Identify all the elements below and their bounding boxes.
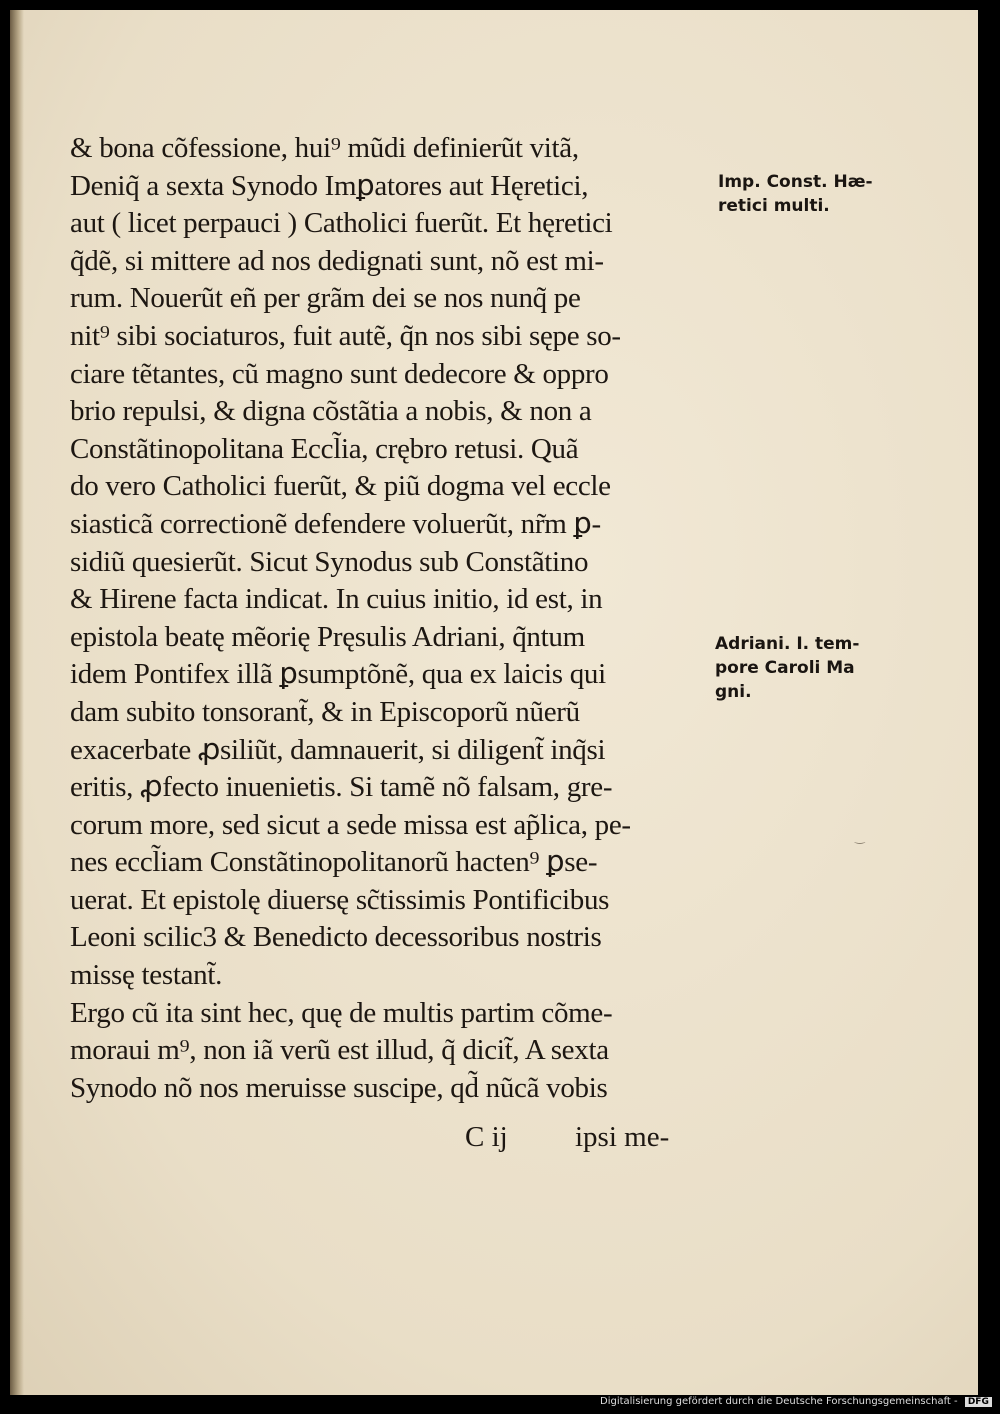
digitization-footer [600,1396,992,1407]
marginal-note-line: Imp. Const. Hæ- [718,172,873,192]
footer-text: Digitalisierung gefördert durch die Deutsche Forschungsgemeinschaft - [600,1396,958,1407]
text-line: siasticã correctionẽ defendere voluerũt, nr̃m ꝑ- [70,507,601,540]
text-line: idem Pontifex illã ꝑsumptõnẽ, qua ex laicis qui [70,658,606,691]
text-line: Deniq̃ a sexta Synodo Imꝑatores aut Hęretici, [70,169,589,202]
text-line: aut ( licet perpauci ) Catholici fuerũt. Et hęretici [70,207,613,240]
marginal-note-line: retici multi. [718,196,830,216]
text-line: rum. Nouerũt eñ per grãm dei se nos nunq̃ pe [70,282,581,315]
marginal-note-line: Adriani. I. tem- [715,634,860,654]
text-line: & Hirene facta indicat. In cuius initio, id est, in [70,583,603,616]
text-line: Ergo cũ ita sint hec, quę de multis partim cõme- [70,996,613,1029]
signature-line [465,1118,725,1156]
text-line: nit⁹ sibi sociaturos, fuit autẽ, q̃n nos sibi sępe so- [70,319,621,352]
book-page [10,10,978,1395]
marginal-note [715,632,915,704]
text-line: Synodo nõ nos meruisse suscipe, qd̃ nũcã vobis [70,1071,608,1104]
text-line: Constãtinopolitana Eccl̃ia, crębro retusi. Quã [70,432,579,465]
text-line: exacerbate ꝓsiliũt, damnauerit, si diligent̃ inq̃si [70,733,606,766]
text-line: epistola beatę mẽorię Pręsulis Adriani, q̃ntum [70,620,585,653]
body-text [70,130,720,1107]
text-line: eritis, ꝓfecto inuenietis. Si tamẽ nõ falsam, gre- [70,771,613,804]
dfg-logo: DFG [965,1397,992,1407]
text-line: q̃dẽ, si mittere ad nos dedignati sunt, nõ est mi- [70,244,604,277]
text-line: moraui m⁹, non iã verũ est illud, q̃ dicit̃, A sexta [70,1034,609,1067]
text-line: Leoni scilic3 & Benedicto decessoribus nostris [70,921,602,954]
ink-stain: ‿ [855,830,865,844]
marginal-note [718,170,908,218]
text-line: dam subito tonsorant̃, & in Episcoporũ nũerũ [70,695,580,728]
text-line: uerat. Et epistolę diuersę sc̃tissimis Pontificibus [70,883,610,916]
marginal-note-line: gni. [715,682,752,702]
text-line: nes eccl̃iam Constãtinopolitanorũ hacten⁹ ꝑse- [70,846,598,879]
text-line: sidiũ quesierũt. Sicut Synodus sub Constãtino [70,545,589,578]
signature-mark: C ij [465,1121,508,1153]
catchword: ipsi me- [575,1121,670,1153]
text-line: ciare tẽtantes, cũ magno sunt dedecore & oppro [70,357,609,390]
text-line: brio repulsi, & digna cõstãtia a nobis, & non a [70,395,592,428]
text-line: do vero Catholici fuerũt, & piũ dogma vel eccle [70,470,611,503]
marginal-note-line: pore Caroli Ma [715,658,855,678]
text-line: corum more, sed sicut a sede missa est ap̃lica, pe- [70,808,631,841]
text-line: & bona cõfessione, hui⁹ mũdi definierũt vitã, [70,132,579,164]
page-spine-shadow [10,10,24,1395]
text-line: missę testant̃. [70,959,223,992]
